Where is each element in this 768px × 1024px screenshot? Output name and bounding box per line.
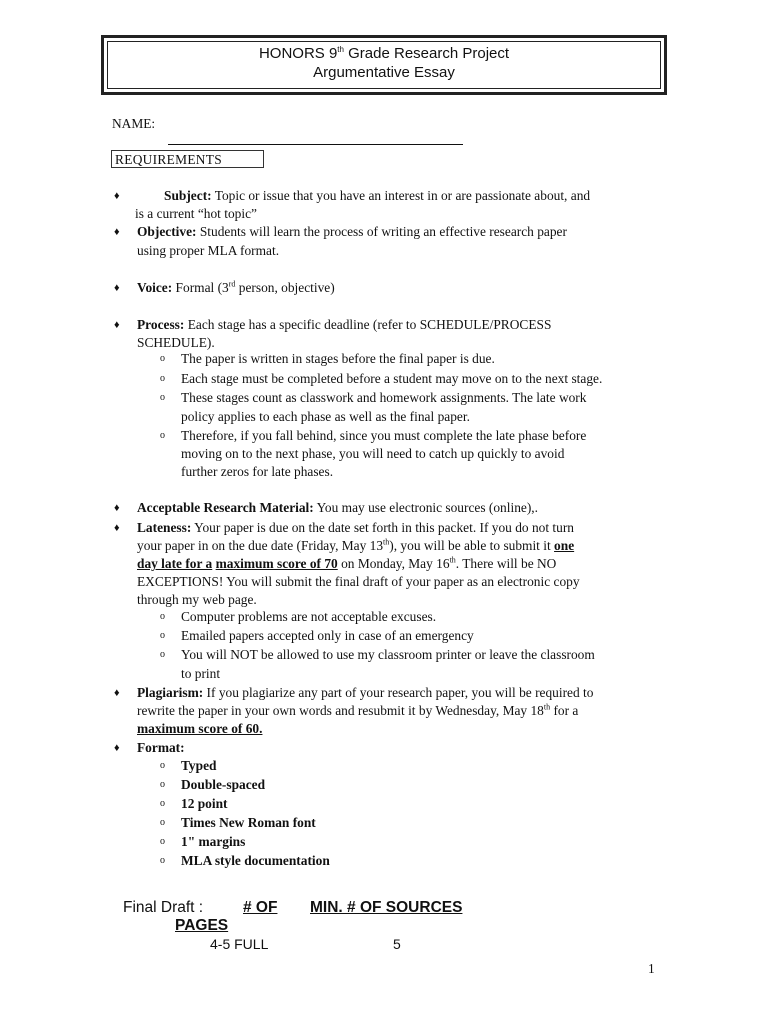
- bullet-icon: ♦: [114, 319, 120, 331]
- process-item: Therefore, if you fall behind, since you must complete the late phase before: [181, 428, 587, 443]
- bullet-icon: ♦: [114, 522, 120, 534]
- process-item-cont: moving on to the next phase, you will need to catch up quickly to avoid: [181, 446, 565, 461]
- subject-cont: is a current “hot topic”: [135, 206, 257, 221]
- sub-bullet-icon: o: [160, 836, 165, 847]
- process-item: The paper is written in stages before the final paper is due.: [181, 351, 495, 366]
- bullet-icon: ♦: [114, 190, 120, 202]
- pages-heading: # OF: [243, 899, 278, 916]
- pages-heading-cont: PAGES: [175, 917, 229, 934]
- sources-value: 5: [393, 936, 401, 952]
- title-box: [101, 35, 667, 95]
- plagiarism-line-2: rewrite the paper in your own words and resubmit it by Wednesday, May 18th for a: [137, 702, 579, 718]
- plagiarism-line: Plagiarism: If you plagiarize any part of your research paper, you will be required to: [137, 685, 594, 700]
- objective-line: Objective: Students will learn the process of writing an effective research paper: [137, 224, 567, 239]
- sub-bullet-icon: o: [160, 649, 165, 660]
- process-cont: SCHEDULE).: [137, 335, 215, 350]
- voice-line: Voice: Formal (3rd person, objective): [137, 279, 335, 295]
- lateness-line-3: day late for a maximum score of 70 on Monday, May 16th. There will be NO: [137, 555, 557, 571]
- document-title: HONORS 9th Grade Research Project: [258, 45, 510, 62]
- bullet-icon: ♦: [114, 226, 120, 238]
- sub-bullet-icon: o: [160, 630, 165, 641]
- requirements-heading: REQUIREMENTS: [111, 150, 264, 168]
- format-item: 1" margins: [181, 834, 246, 849]
- pages-value: 4-5 FULL: [210, 936, 269, 952]
- lateness-line-5: through my web page.: [137, 592, 257, 607]
- plagiarism-line-3: maximum score of 60.: [137, 721, 263, 736]
- sub-bullet-icon: o: [160, 760, 165, 771]
- final-draft-label: Final Draft :: [123, 899, 204, 916]
- lateness-item: Emailed papers accepted only in case of an emergency: [181, 628, 474, 643]
- objective-cont: using proper MLA format.: [137, 243, 280, 258]
- process-item: Each stage must be completed before a student may move on to the next stage.: [181, 371, 603, 386]
- lateness-line-4: EXCEPTIONS! You will submit the final draft of your paper as an electronic copy: [137, 574, 580, 589]
- format-item: Times New Roman font: [181, 815, 316, 830]
- sub-bullet-icon: o: [160, 373, 165, 384]
- bullet-icon: ♦: [114, 742, 120, 754]
- sources-heading: MIN. # OF SOURCES: [310, 899, 463, 916]
- bullet-icon: ♦: [114, 687, 120, 699]
- format-label: Format:: [137, 740, 185, 755]
- lateness-item: Computer problems are not acceptable excuses.: [181, 609, 437, 624]
- process-item: These stages count as classwork and homework assignments. The late work: [181, 390, 587, 405]
- name-label: NAME:: [112, 116, 156, 131]
- sub-bullet-icon: o: [160, 798, 165, 809]
- acceptable-line: Acceptable Research Material: You may use electronic sources (online),.: [137, 500, 538, 515]
- bullet-icon: ♦: [114, 502, 120, 514]
- process-item-cont: policy applies to each phase as well as the final paper.: [181, 409, 470, 424]
- sub-bullet-icon: o: [160, 855, 165, 866]
- lateness-line: Lateness: Your paper is due on the date set forth in this packet. If you do not turn: [137, 520, 574, 535]
- sub-bullet-icon: o: [160, 817, 165, 828]
- format-item: MLA style documentation: [181, 853, 330, 868]
- format-item: Double-spaced: [181, 777, 266, 792]
- format-item: 12 point: [181, 796, 228, 811]
- sub-bullet-icon: o: [160, 779, 165, 790]
- sub-bullet-icon: o: [160, 430, 165, 441]
- page-number: 1: [648, 961, 655, 976]
- document-subtitle: Argumentative Essay: [313, 64, 455, 81]
- sub-bullet-icon: o: [160, 392, 165, 403]
- subject-line: Subject: Topic or issue that you have an interest in or are passionate about, and: [164, 188, 591, 203]
- bullet-icon: ♦: [114, 282, 120, 294]
- process-line: Process: Each stage has a specific deadline (refer to SCHEDULE/PROCESS: [137, 317, 552, 332]
- lateness-line-2: your paper in on the due date (Friday, May 13th), you will be able to submit it one: [137, 537, 575, 553]
- lateness-item-cont: to print: [181, 666, 221, 681]
- name-field[interactable]: [168, 130, 463, 145]
- sub-bullet-icon: o: [160, 611, 165, 622]
- lateness-item: You will NOT be allowed to use my classroom printer or leave the classroom: [181, 647, 595, 662]
- sub-bullet-icon: o: [160, 353, 165, 364]
- process-item-cont: further zeros for late phases.: [181, 464, 334, 479]
- format-item: Typed: [181, 758, 217, 773]
